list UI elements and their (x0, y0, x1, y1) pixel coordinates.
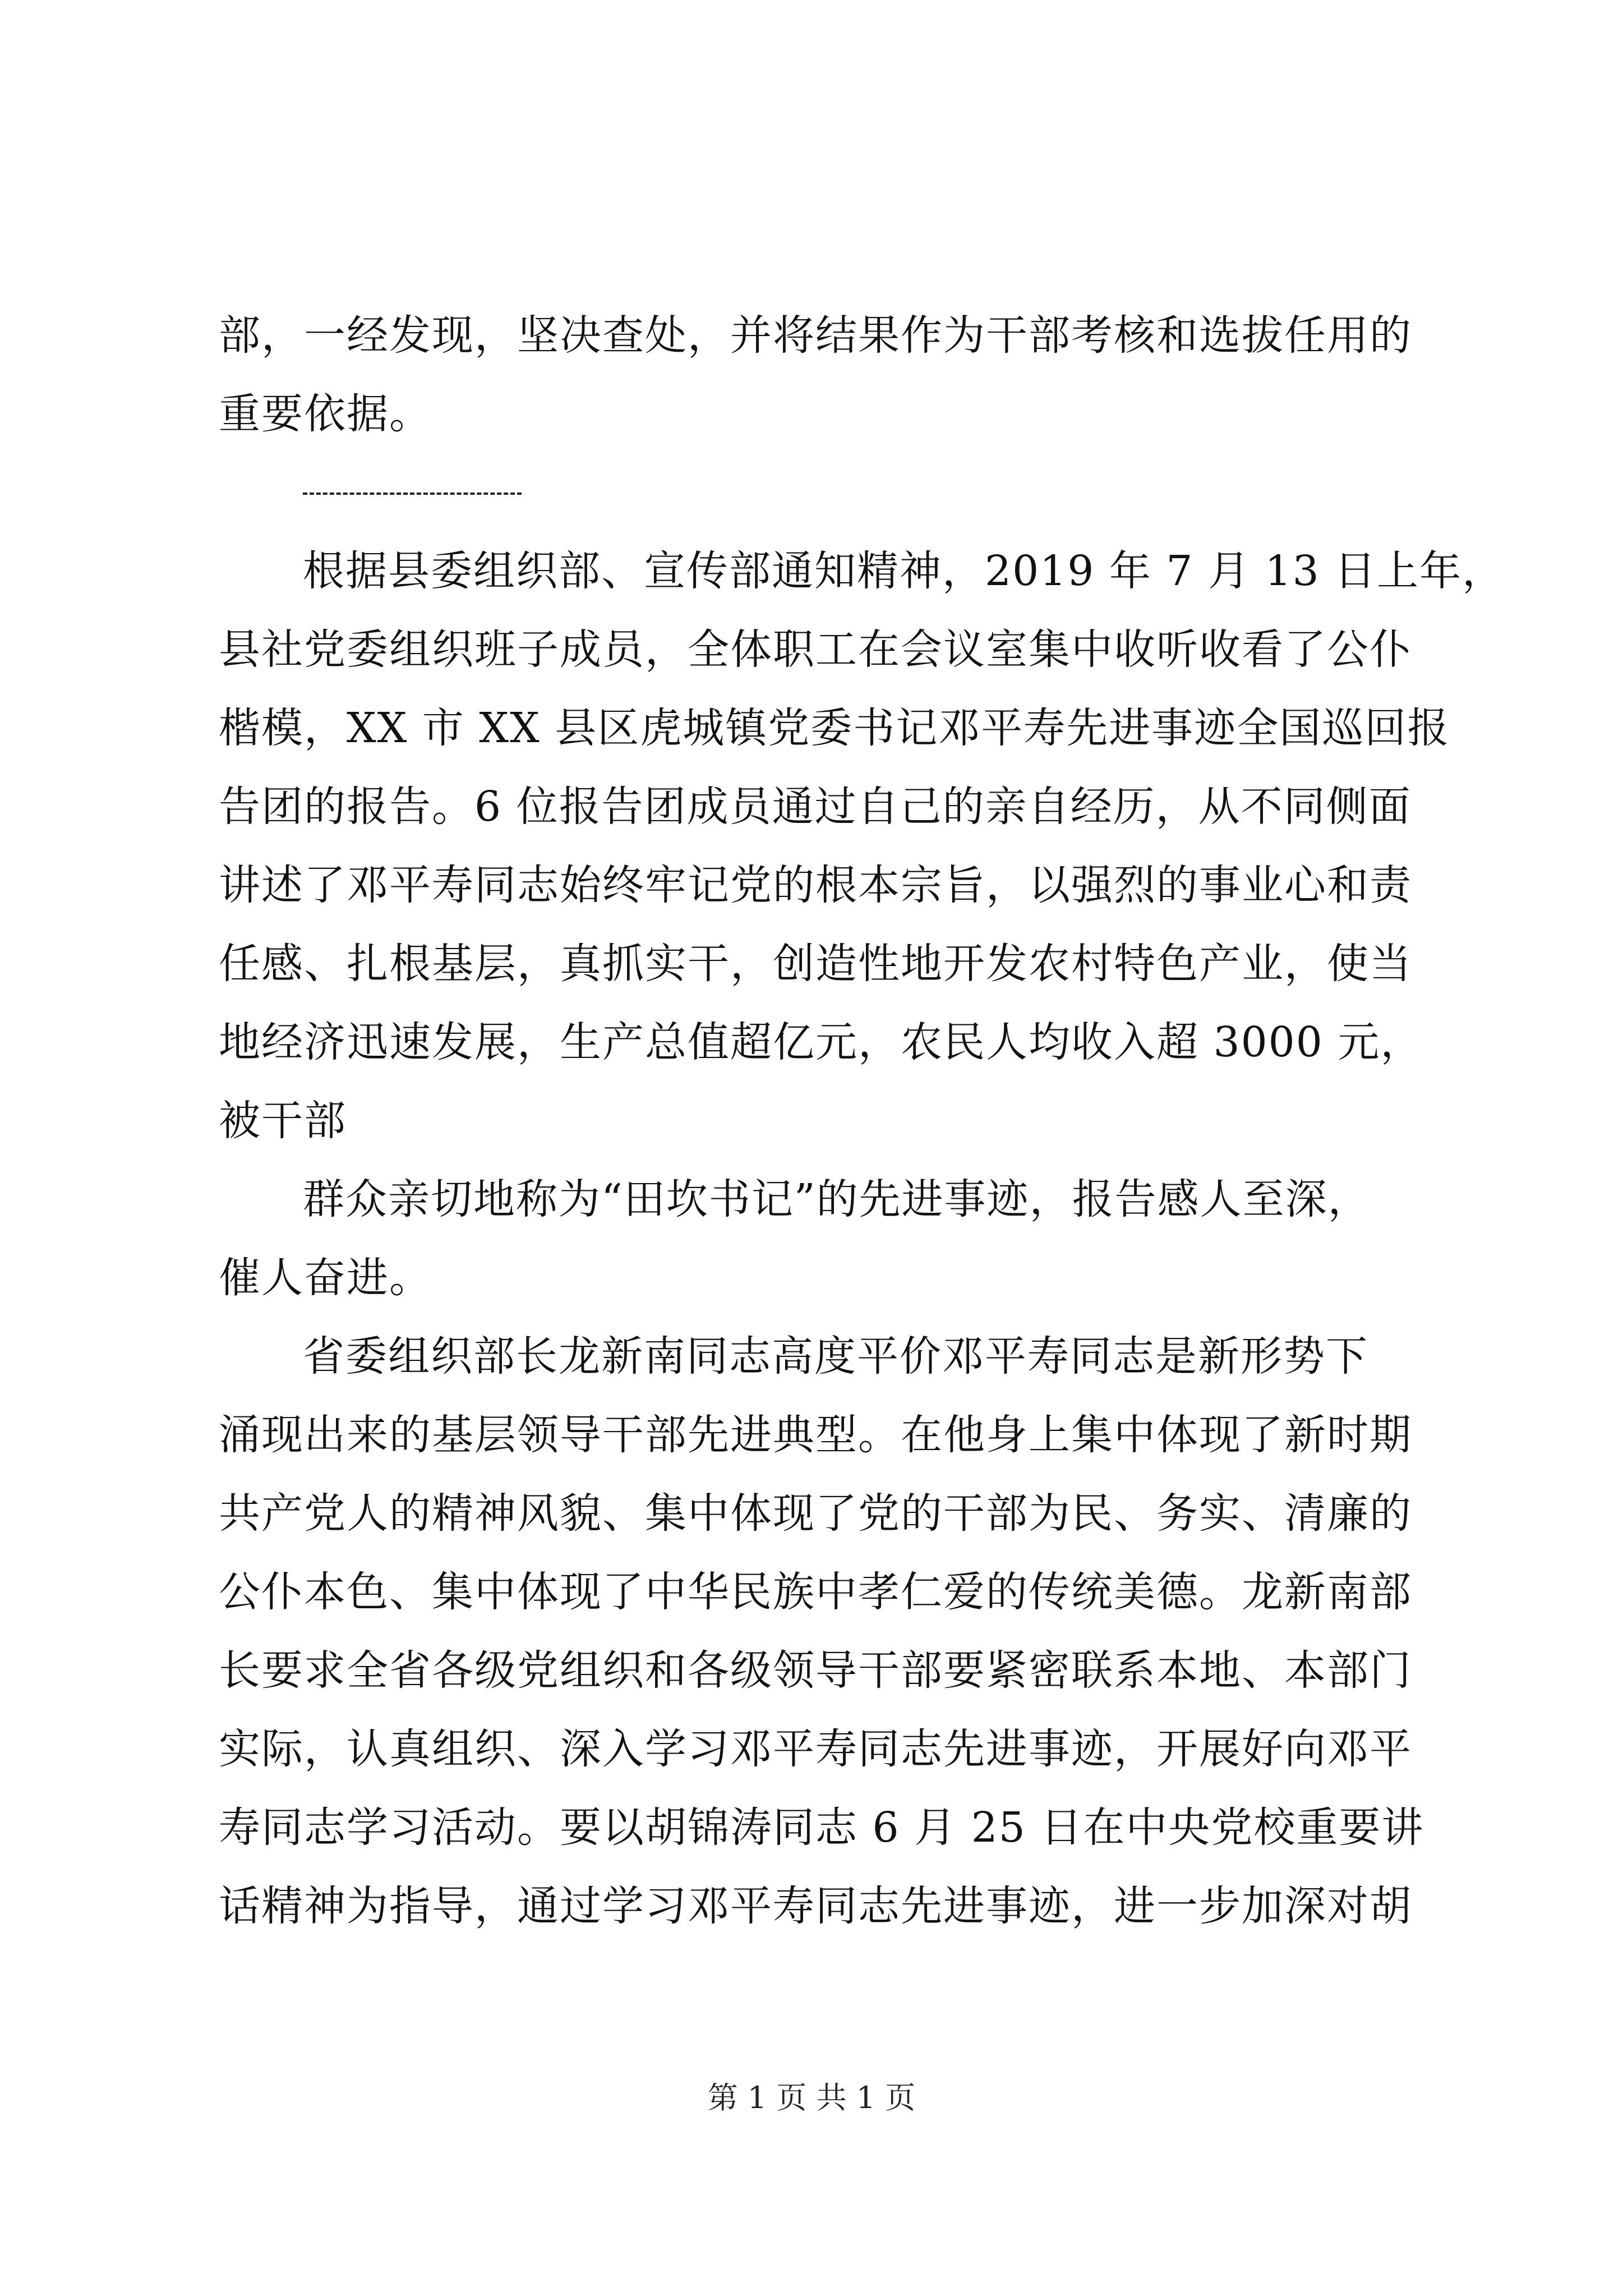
text-line: 省委组织部长龙新南同志高度平价邓平寿同志是新形势下 (303, 1332, 1368, 1381)
text-line: 重要依据。 (219, 390, 432, 438)
text-line: 实际，认真组织、深入学习邓平寿同志先进事迹，开展好向邓平 (219, 1725, 1412, 1773)
text-line: 任感、扎根基层，真抓实干，创造性地开发农村特色产业，使当 (219, 940, 1412, 988)
document-body (219, 296, 1505, 1945)
text-line: 被干部 (219, 1097, 347, 1145)
text-line: 长要求全省各级党组织和各级领导干部要紧密联系本地、本部门 (219, 1646, 1412, 1695)
text-line: 县社党委组织班子成员，全体职工在会议室集中收听收看了公仆 (219, 625, 1412, 674)
text-line: 催人奋进。 (219, 1254, 432, 1302)
text-line: 话精神为指导，通过学习邓平寿同志先进事迹，进一步加深对胡 (219, 1882, 1412, 1930)
text-line: 群众亲切地称为“田坎书记”的先进事迹，报告感人至深， (303, 1175, 1371, 1223)
text-line: 公仆本色、集中体现了中华民族中孝仁爱的传统美德。龙新南部 (219, 1568, 1412, 1616)
text-line: 部，一经发现，坚决查处，并将结果作为干部考核和选拔任用的 (219, 311, 1412, 360)
page-footer: 第 1 页 共 1 页 (707, 2080, 916, 2115)
text-line: 讲述了邓平寿同志始终牢记党的根本宗旨，以强烈的事业心和责 (219, 861, 1412, 909)
separator-line (219, 453, 1424, 532)
text-line: 共产党人的精神风貌、集中体现了党的干部为民、务实、清廉的 (219, 1489, 1412, 1538)
text-line: 根据县委组织部、宣传部通知精神，2019 年 7 月 13 日上年， (303, 547, 1505, 595)
dashed-separator (303, 493, 522, 495)
text-line: 楷模，XX 市 XX 县区虎城镇党委书记邓平寿先进事迹全国巡回报 (219, 704, 1450, 752)
text-line: 涌现出来的基层领导干部先进典型。在他身上集中体现了新时期 (219, 1411, 1412, 1459)
text-line: 寿同志学习活动。要以胡锦涛同志 6 月 25 日在中央党校重要讲 (219, 1803, 1424, 1852)
text-line: 告团的报告。6 位报告团成员通过自己的亲自经历，从不同侧面 (219, 783, 1412, 831)
text-line: 地经济迅速发展，生产总值超亿元，农民人均收入超 3000 元， (219, 1018, 1423, 1066)
